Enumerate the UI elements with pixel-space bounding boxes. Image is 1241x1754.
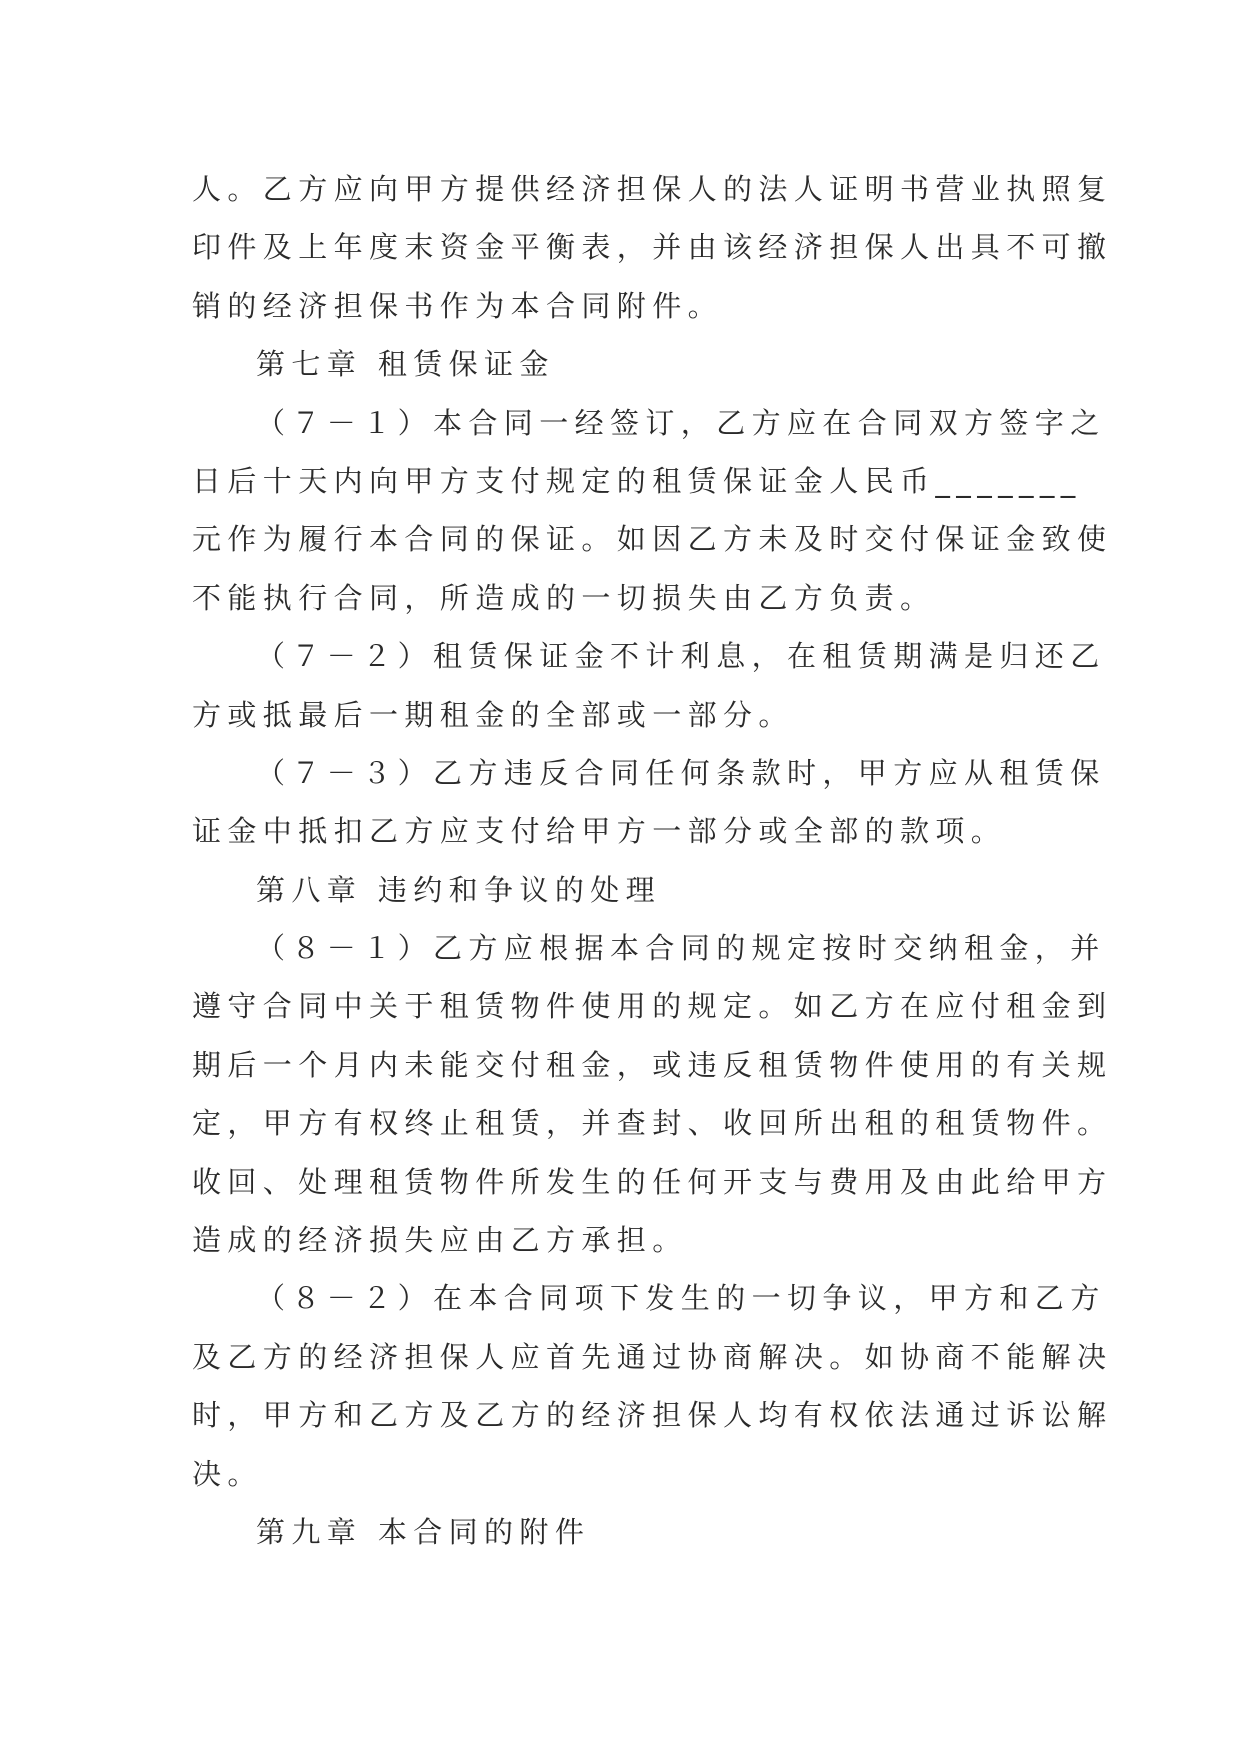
text-line: 人。乙方应向甲方提供经济担保人的法人证明书营业执照复 bbox=[192, 172, 1113, 206]
text-line: （７－１）本合同一经签订，乙方应在合同双方签字之 bbox=[256, 405, 1106, 440]
text-line: （７－３）乙方违反合同任何条款时，甲方应从租赁保 bbox=[256, 755, 1106, 790]
text-line: 销的经济担保书作为本合同附件。 bbox=[192, 288, 724, 323]
text-line: 第九章 本合同的附件 bbox=[256, 1514, 591, 1549]
text-line: 及乙方的经济担保人应首先通过协商解决。如协商不能解决 bbox=[192, 1339, 1113, 1374]
text-line: 决。 bbox=[192, 1456, 263, 1491]
text-line: （８－２）在本合同项下发生的一切争议，甲方和乙方 bbox=[256, 1281, 1106, 1316]
contract-text-body bbox=[192, 160, 1113, 1561]
text-line: 元作为履行本合同的保证。如因乙方未及时交付保证金致使 bbox=[192, 522, 1113, 557]
text-line: 不能执行合同，所造成的一切损失由乙方负责。 bbox=[192, 580, 936, 615]
text-line: 第七章 租赁保证金 bbox=[256, 347, 555, 382]
text-line: （７－２）租赁保证金不计利息，在租赁期满是归还乙 bbox=[256, 639, 1106, 674]
text-line: 证金中抵扣乙方应支付给甲方一部分或全部的款项。 bbox=[192, 814, 1007, 849]
text-line: （８－１）乙方应根据本合同的规定按时交纳租金，并 bbox=[256, 931, 1106, 966]
text-line: 造成的经济损失应由乙方承担。 bbox=[192, 1223, 688, 1258]
text-line: 日后十天内向甲方支付规定的租赁保证金人民币_______ bbox=[192, 463, 1082, 498]
text-line: 印件及上年度末资金平衡表，并由该经济担保人出具不可撤 bbox=[192, 230, 1113, 265]
text-line: 遵守合同中关于租赁物件使用的规定。如乙方在应付租金到 bbox=[192, 989, 1113, 1024]
text-line: 收回、处理租赁物件所发生的任何开支与费用及由此给甲方 bbox=[192, 1164, 1113, 1199]
text-line: 第八章 违约和争议的处理 bbox=[256, 872, 662, 907]
text-line: 期后一个月内未能交付租金，或违反租赁物件使用的有关规 bbox=[192, 1047, 1113, 1082]
text-line: 时，甲方和乙方及乙方的经济担保人均有权依法通过诉讼解 bbox=[192, 1398, 1113, 1433]
text-line: 定，甲方有权终止租赁，并查封、收回所出租的租赁物件。 bbox=[192, 1106, 1113, 1141]
text-line: 方或抵最后一期租金的全部或一部分。 bbox=[192, 697, 794, 732]
